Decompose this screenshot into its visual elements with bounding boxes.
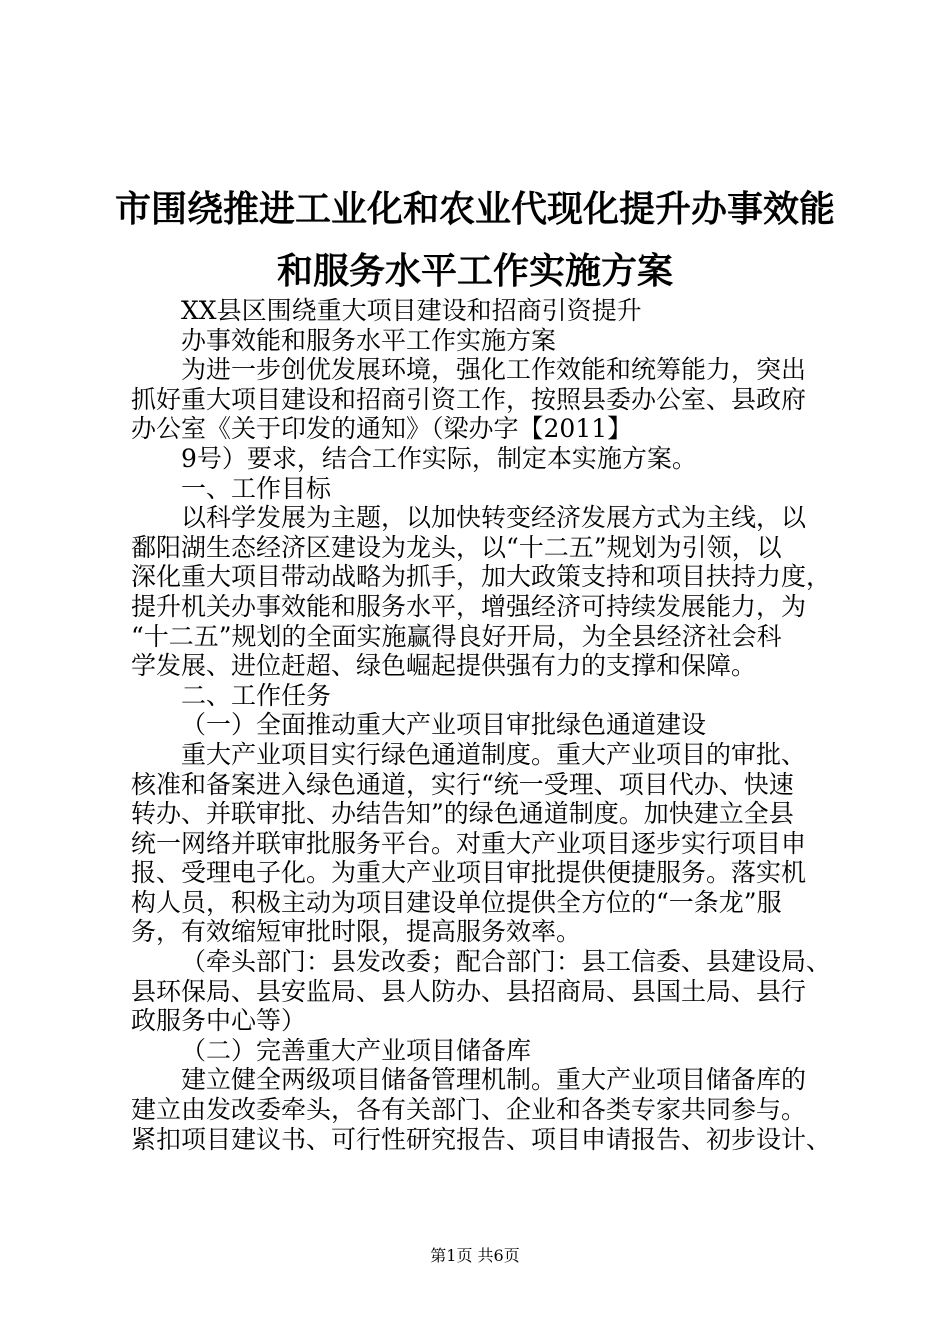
page-number-footer: 第1页 共6页 [430, 1246, 520, 1265]
paragraph-line: （牵头部门：县发改委；配合部门：县工信委、县建设局、 [181, 947, 832, 977]
paragraph-line: 务，有效缩短审批时限，提高服务效率。 [131, 917, 582, 947]
paragraph-line: 县环保局、县安监局、县人防办、县招商局、县国土局、县行 [131, 976, 807, 1006]
paragraph-line: 政服务中心等） [131, 1006, 307, 1036]
paragraph-line: 以科学发展为主题，以加快转变经济发展方式为主线，以 [181, 503, 807, 533]
page-title-line-2: 和服务水平工作实施方案 [276, 251, 673, 292]
paragraph-line: “十二五”规划的全面实施赢得良好开局，为全县经济社会科 [131, 621, 782, 651]
paragraph-line: 建立由发改委牵头，各有关部门、企业和各类专家共同参与。 [131, 1095, 807, 1125]
page-title-line-1: 市围绕推进工业化和农业代现化提升办事效能 [114, 189, 835, 230]
paragraph-line: 重大产业项目实行绿色通道制度。重大产业项目的审批、 [181, 739, 807, 769]
paragraph-line: 抓好重大项目建设和招商引资工作，按照县委办公室、县政府 [131, 384, 807, 414]
paragraph-line: 学发展、进位赶超、绿色崛起提供强有力的支撑和保障。 [131, 651, 757, 681]
paragraph-line: 办公室《关于印发的通知》（梁办字【2011】 [131, 414, 633, 444]
paragraph-line: 鄱阳湖生态经济区建设为龙头，以“十二五”规划为引领，以 [131, 532, 782, 562]
subsection-heading: （二）完善重大产业项目储备库 [181, 1035, 532, 1065]
paragraph-line: 统一网络并联审批服务平台。对重大产业项目逐步实行项目申 [131, 828, 807, 858]
paragraph-line: 转办、并联审批、办结告知”的绿色通道制度。加快建立全县 [131, 799, 794, 829]
paragraph-line: 9号）要求，结合工作实际，制定本实施方案。 [181, 443, 697, 473]
paragraph-line: 建立健全两级项目储备管理机制。重大产业项目储备库的 [181, 1065, 807, 1095]
subsection-heading: （一）全面推动重大产业项目审批绿色通道建设 [181, 710, 707, 740]
subtitle-line: XX县区围绕重大项目建设和招商引资提升 [181, 296, 642, 325]
section-heading: 一、工作目标 [181, 473, 332, 503]
subtitle-line: 办事效能和服务水平工作实施方案 [181, 325, 557, 355]
paragraph-line: 为进一步创优发展环境，强化工作效能和统筹能力，突出 [181, 355, 807, 385]
paragraph-line: 紧扣项目建议书、可行性研究报告、项目申请报告、初步设计、 [131, 1124, 832, 1154]
paragraph-line: 构人员，积极主动为项目建设单位提供全方位的“一条龙”服 [131, 887, 782, 917]
paragraph-line: 核准和备案进入绿色通道，实行“统一受理、项目代办、快速 [131, 769, 794, 799]
paragraph-line: 报、受理电子化。为重大产业项目审批提供便捷服务。落实机 [131, 858, 807, 888]
section-heading: 二、工作任务 [181, 680, 332, 710]
paragraph-line: 提升机关办事效能和服务水平，增强经济可持续发展能力，为 [131, 591, 807, 621]
paragraph-line: 深化重大项目带动战略为抓手，加大政策支持和项目扶持力度， [131, 562, 832, 592]
document-body [131, 296, 831, 1154]
